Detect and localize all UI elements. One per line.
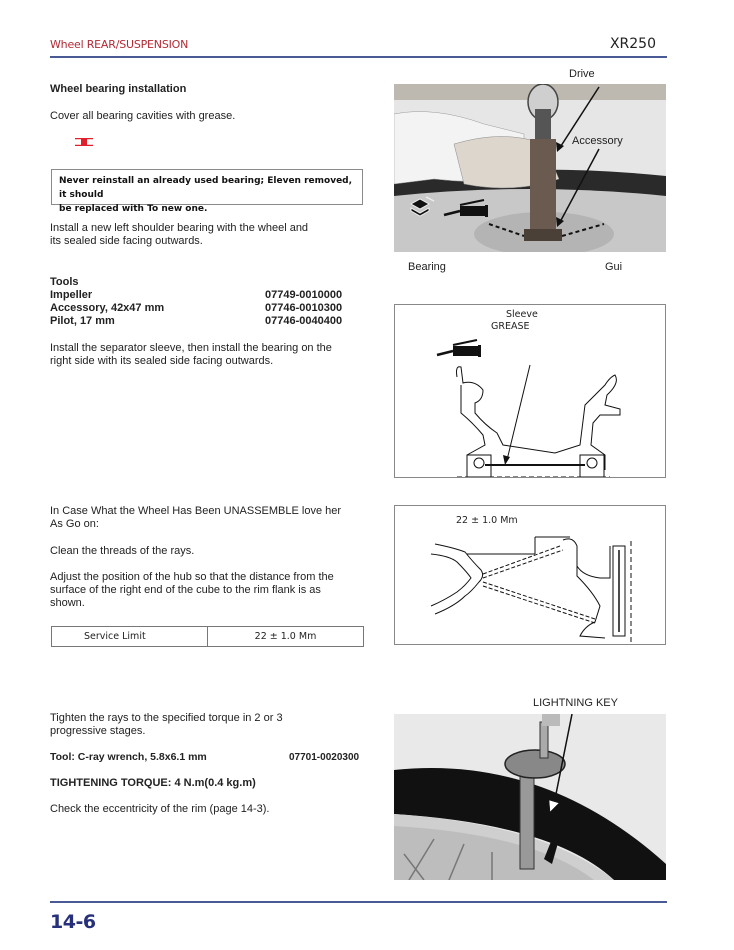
- text-line: right side with its sealed side facing outwards.: [50, 355, 274, 367]
- tool-part-number: 07749-0010000: [265, 289, 343, 301]
- install-right-text: [50, 342, 332, 368]
- label-lightning-key: LIGHTNING KEY: [533, 697, 618, 709]
- hub-offset-diagram: [394, 505, 666, 645]
- text-line: Adjust the position of the hub so that the distance from the: [50, 571, 334, 583]
- install-left-text: [50, 222, 308, 248]
- tool-part-number: 07746-0040400: [265, 315, 343, 327]
- instruction-text: Cover all bearing cavities with grease.: [50, 110, 236, 122]
- model-name: XR250: [609, 36, 656, 52]
- label-grease: GREASE: [491, 321, 530, 332]
- text-line: As Go on:: [50, 518, 99, 530]
- tool-row: [50, 289, 370, 302]
- new-bearing-icon: [408, 194, 436, 222]
- label-accessory: Accessory: [572, 135, 623, 147]
- label-dimension: 22 ± 1.0 Mm: [456, 515, 518, 526]
- tightening-torque: TIGHTENING TORQUE: 4 N.m(0.4 kg.m): [50, 777, 256, 789]
- grease-symbol-icon: [75, 138, 93, 146]
- text-line: Install a new left shoulder bearing with the wheel and: [50, 222, 309, 234]
- label-sleeve: Sleeve: [506, 309, 538, 320]
- section-title: Wheel REAR/SUSPENSION: [50, 38, 189, 51]
- service-limit-label: Service Limit: [52, 627, 208, 646]
- label-bearing: Bearing: [408, 261, 446, 273]
- page-number: 14-6: [50, 911, 96, 933]
- clean-threads-text: Clean the threads of the rays.: [50, 545, 195, 557]
- text-line: Install the separator sleeve, then install the bearing on the: [50, 342, 332, 354]
- grease-gun-icon: [442, 199, 494, 221]
- grease-gun-icon: [435, 339, 487, 361]
- tools-heading: Tools: [50, 276, 79, 288]
- text-line: Tighten the rays to the specified torque in 2 or 3: [50, 712, 283, 724]
- footer-divider: [50, 901, 667, 903]
- note-line: be replaced with To new one.: [59, 204, 208, 214]
- text-line: surface of the right end of the cube to the rim flank is as: [50, 584, 321, 596]
- note-line: Never reinstall an already used bearing; Eleven removed, it should: [59, 176, 353, 200]
- tool-row: [50, 315, 370, 328]
- torque-wrench-photo: [394, 714, 666, 880]
- disassembled-intro: [50, 505, 341, 531]
- text-line: its sealed side facing outwards.: [50, 235, 203, 247]
- label-gui: Gui: [605, 261, 623, 273]
- tool-row: [50, 302, 370, 315]
- label-drive: Drive: [569, 68, 595, 80]
- tighten-text: [50, 712, 283, 738]
- tool-name: Impeller: [50, 289, 93, 301]
- sleeve-diagram: [394, 304, 666, 478]
- tool-name: Accessory, 42x47 mm: [50, 302, 165, 314]
- header-divider: [50, 56, 667, 58]
- bearing-install-photo: [394, 84, 666, 252]
- tool-part-number: 07701-0020300: [289, 752, 360, 763]
- tools-list: [50, 276, 370, 328]
- service-limit-table: [51, 626, 364, 647]
- section-heading: Wheel bearing installation: [50, 83, 187, 95]
- text-line: progressive stages.: [50, 725, 146, 737]
- tool-part-number: 07746-0010300: [265, 302, 343, 314]
- service-limit-value: 22 ± 1.0 Mm: [254, 631, 317, 642]
- tool-name: Pilot, 17 mm: [50, 315, 115, 327]
- tool-name: Tool: C-ray wrench, 5.8x6.1 mm: [50, 751, 207, 763]
- text-line: In Case What the Wheel Has Been UNASSEMBLE love her: [50, 505, 342, 517]
- text-line: shown.: [50, 597, 85, 609]
- adjust-hub-text: [50, 571, 334, 610]
- warning-note: [51, 169, 363, 214]
- check-eccentricity-text: Check the eccentricity of the rim (page 14-3).: [50, 803, 270, 815]
